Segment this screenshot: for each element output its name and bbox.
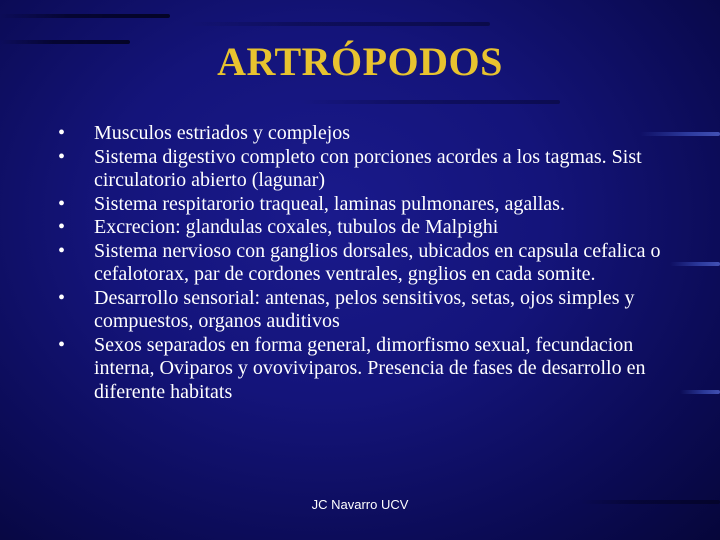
- bullet-text: Sistema respitarorio traqueal, laminas pulmonares, agallas.: [94, 192, 565, 215]
- slide-footer: JC Navarro UCV: [311, 497, 409, 512]
- bullet-item: [56, 146, 676, 193]
- bullet-marker: •: [58, 122, 66, 144]
- bullet-item: [56, 334, 676, 405]
- bullet-marker: •: [58, 286, 66, 309]
- background-streak: [680, 390, 720, 394]
- bullet-marker: •: [58, 192, 66, 215]
- bullet-marker: •: [58, 239, 66, 262]
- bullet-text: Sistema nervioso con ganglios dorsales, ubicados en capsula cefalica o cefalotorax, par de cordones ventrales, gnglios en cada somite.: [94, 239, 661, 285]
- bullet-text: Sexos separados en forma general, dimorfismo sexual, fecundacion interna, Oviparos y ovoviviparos. Presencia de fases de desarrollo en diferente habitats: [94, 333, 646, 403]
- background-streak: [0, 14, 170, 18]
- bullet-item: [56, 216, 676, 240]
- bullet-marker: •: [58, 333, 66, 356]
- slide-title: ARTRÓPODOS: [217, 39, 503, 84]
- bullet-text: Excrecion: glandulas coxales, tubulos de Malpighi: [94, 216, 499, 238]
- bullet-text: Musculos estriados y complejos: [94, 122, 351, 144]
- bullet-text: Desarrollo sensorial: antenas, pelos sensitivos, setas, ojos simples y compuestos, organos auditivos: [94, 286, 635, 332]
- bullet-list: [56, 122, 676, 404]
- background-streak: [300, 100, 560, 104]
- bullet-item: [56, 240, 676, 287]
- bullet-marker: •: [58, 216, 66, 238]
- background-streak: [670, 262, 720, 266]
- bullet-item: [56, 287, 676, 334]
- background-streak: [190, 22, 490, 26]
- bullet-item: [56, 122, 676, 146]
- bullet-marker: •: [58, 145, 66, 168]
- bullet-item: [56, 193, 676, 217]
- bullet-text: Sistema digestivo completo con porciones acordes a los tagmas. Sist circulatorio abierto (lagunar): [94, 145, 642, 191]
